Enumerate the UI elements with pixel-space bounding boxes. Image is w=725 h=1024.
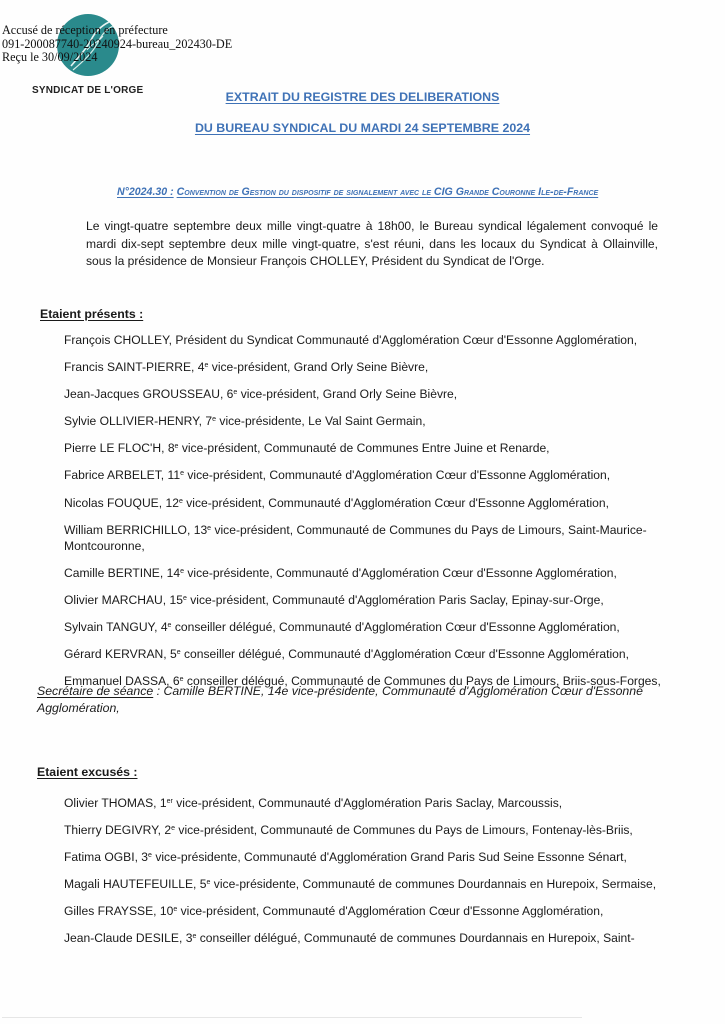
organization-name: SYNDICAT DE L'ORGE [32,85,144,96]
excused-members-list [64,795,664,958]
deliberation-number: N°2024.30 : [117,186,174,198]
intro-paragraph: Le vingt-quatre septembre deux mille vingt-quatre à 18h00, le Bureau syndical légalement convoqué le mardi dix-sept septembre deux mille vingt-quatre, s'est réuni, dans les locaux du Syndicat à Ollainville, sous la présidence de Monsieur François CHOLLEY, Président du Syndicat de l'Orge. [86,219,658,268]
member-item: William BERRICHILLO, 13e vice-président, Communauté de Communes du Pays de Limours, Saint-Maurice-Montcouronne, [64,522,647,553]
member-item: Pierre LE FLOC'H, 8e vice-président, Communauté de Communes Entre Juine et Renarde, [64,441,550,456]
stamp-line-1: Accusé de réception en préfecture [2,23,168,37]
secretary-text: : Camille BERTINE, 14e vice-présidente, Communauté d'Agglomération Cœur d'Essonne Agglomération, [37,684,643,715]
secretary-paragraph [37,683,677,717]
prefecture-receipt-stamp [2,24,232,65]
member-item: Sylvie OLLIVIER-HENRY, 7e vice-présidente, Le Val Saint Germain, [64,414,426,429]
member-item: Olivier THOMAS, 1er vice-président, Communauté d'Agglomération Paris Saclay, Marcoussis, [64,796,563,810]
stamp-line-3: Reçu le 30/09/2024 [2,50,98,65]
member-item: Jean-Claude DESILE, 3e conseiller délégué, Communauté de communes Dourdannais en Hurepoix, Saint- [64,931,635,946]
member-item: Camille BERTINE, 14e vice-présidente, Communauté d'Agglomération Cœur d'Essonne Agglomération, [64,565,617,580]
present-label: Etaient présents : [40,307,144,321]
stamp-line-2: 091-200087740-20240924-bureau_202430-DE [2,36,233,51]
member-item: Jean-Jacques GROUSSEAU, 6e vice-président, Grand Orly Seine Bièvre, [64,387,458,402]
member-item: Thierry DEGIVRY, 2e vice-président, Communauté de Communes du Pays de Limours, Fontenay-lès-Briis, [64,823,633,838]
deliberation-heading [117,186,598,198]
member-item: Nicolas FOUQUE, 12e vice-président, Communauté d'Agglomération Cœur d'Essonne Agglomération, [64,495,609,510]
member-item: Gérard KERVRAN, 5e conseiller délégué, Communauté d'Agglomération Cœur d'Essonne Agglomération, [64,647,629,662]
present-members-list [64,332,664,700]
member-item: Fabrice ARBELET, 11e vice-président, Communauté d'Agglomération Cœur d'Essonne Agglomération, [64,468,611,483]
member-item: Emmanuel DASSA, 6e conseiller délégué, Communauté de Communes du Pays de Limours, Briis-sous-Forges, [64,674,661,689]
secretary-label: Secrétaire de séance [37,684,154,698]
document-title: EXTRAIT DU REGISTRE DES DELIBERATIONS [225,90,500,104]
page-bottom-edge [2,1017,582,1018]
deliberation-subject: Convention de Gestion du dispositif de signalement avec le CIG Grande Couronne Ile-de-France [176,186,599,198]
excused-label: Etaient excusés : [37,765,138,779]
member-item: François CHOLLEY, Président du Syndicat Communauté d'Agglomération Cœur d'Essonne Agglomération, [64,333,638,347]
member-item: Magali HAUTEFEUILLE, 5e vice-présidente, Communauté de communes Dourdannais en Hurepoix, Sermaise, [64,877,657,892]
member-item: Olivier MARCHAU, 15e vice-président, Communauté d'Agglomération Paris Saclay, Epinay-sur-Orge, [64,592,604,607]
document-subtitle: DU BUREAU SYNDICAL DU MARDI 24 SEPTEMBRE 2024 [194,121,531,135]
member-item: Francis SAINT-PIERRE, 4e vice-président, Grand Orly Seine Bièvre, [64,360,429,375]
member-item: Gilles FRAYSSE, 10e vice-président, Communauté d'Agglomération Cœur d'Essonne Agglomération, [64,904,604,919]
member-item: Fatima OGBI, 3e vice-présidente, Communauté d'Agglomération Grand Paris Sud Seine Essonne Sénart, [64,850,627,865]
member-item: Sylvain TANGUY, 4e conseiller délégué, Communauté d'Agglomération Cœur d'Essonne Agglomération, [64,619,620,634]
